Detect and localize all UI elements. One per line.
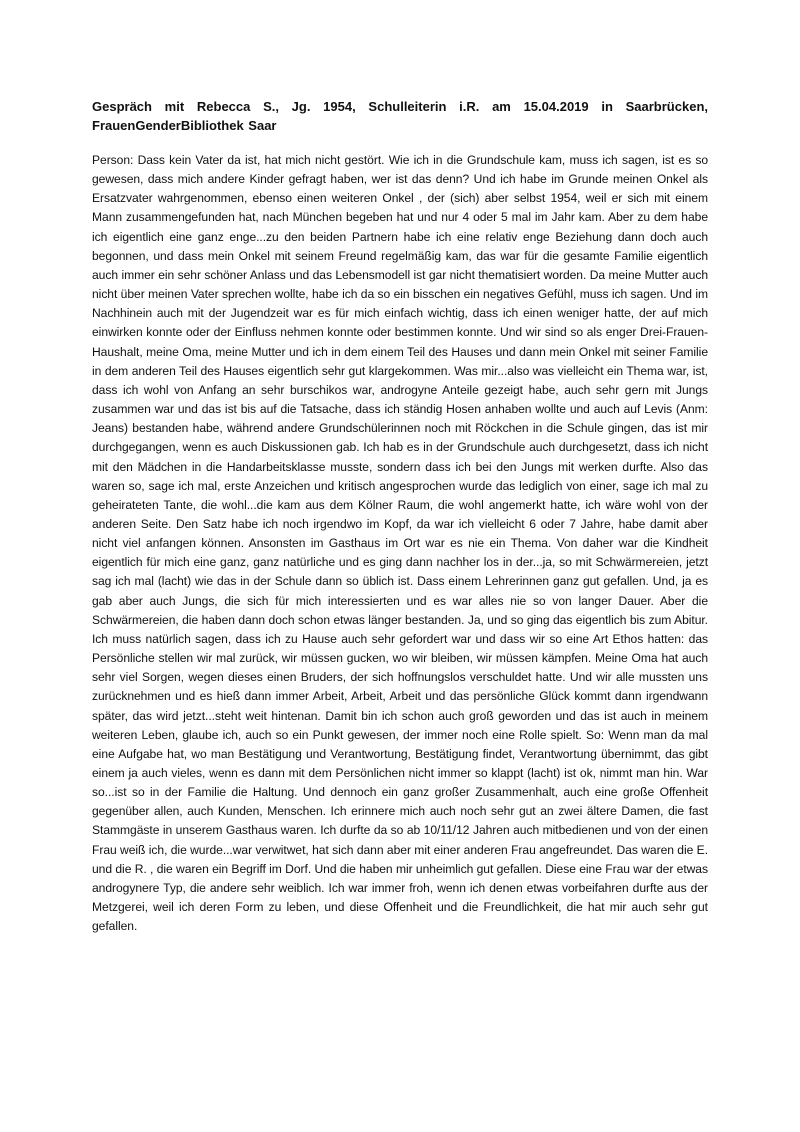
document-title-line-2: FrauenGenderBibliothek Saar bbox=[92, 118, 277, 133]
interview-paragraph: Person: Dass kein Vater da ist, hat mich nicht gestört. Wie ich in die Grundschule kam, muss ich sagen, ist es so gewesen, dass mich andere Kinder gefragt haben, wer ist das denn? Und ich habe im Grunde meinen Onkel als Ersatzvater wahrgenommen, ebenso einen weiteren Onkel , der (sich) aber selbst 1954, weil er sich mit einem Mann zusammengefunden hat, nach München begeben hat und nur 4 oder 5 mal im Jahr kam. Aber zu dem habe ich eigentlich eine ganz enge...zu den beiden Partnern habe ich eine relativ enge Beziehung dann doch auch begonnen, und dass mein Onkel mit seinem Freund regelmäßig kam, das war für die gesamte Familie eigentlich auch immer ein sehr schöner Anlass und das Lebensmodell ist gar nicht thematisiert worden. Da meine Mutter auch nicht über meinen Vater sprechen wollte, habe ich da so ein bisschen ein negatives Gefühl, muss ich sagen. Und im Nachhinein auch mit der Jugendzeit war es für mich einfach wichtig, dass ich einen weniger hatte, der auf mich einwirken konnte oder der Einfluss nehmen konnte oder bestimmen konnte. Und wir sind so als enger Drei-Frauen-Haushalt, meine Oma, meine Mutter und ich in dem einem Teil des Hauses und dann mein Onkel mit seiner Familie in dem anderen Teil des Hauses eigentlich sehr gut klargekommen. Was mir...also was vielleicht ein Thema war, ist, dass ich wohl von Anfang an sehr burschikos war, androgyne Anteile gezeigt habe, auch sehr gern mit Jungs zusammen war und das ist bis auf die Tatsache, dass ich ständig Hosen anhaben wollte und auch auf Levis (Anm: Jeans) bestanden habe, während andere Grundschülerinnen noch mit Röckchen in die Schule gingen, das ist mir durchgegangen, wenn es auch Diskussionen gab. Ich hab es in der Grundschule auch durchgesetzt, dass ich nicht mit den Mädchen in die Handarbeitsklasse musste, sondern dass ich bei den Jungs mit werken durfte. Also das waren so, sage ich mal, erste Anzeichen und kritisch angesprochen wurde das lediglich von einer, sage ich mal zu geheirateten Tante, die wohl...die kam aus dem Kölner Raum, die wohl angemerkt hatte, ich wäre wohl von der anderen Seite. Den Satz habe ich noch irgendwo im Kopf, da war ich vielleicht 6 oder 7 Jahre, habe damit aber nicht viel anfangen können. Ansonsten im Gasthaus im Ort war es nie ein Thema. Von daher war die Kindheit eigentlich für mich eine ganz, ganz natürliche und es ging dann nachher los in der...ja, so mit Schwärmereien, jetzt sag ich mal (lacht) wie das in der Schule dann so üblich ist. Dass einem Lehrerinnen ganz gut gefallen. Und, ja es gab aber auch Jungs, die sich für mich interessierten und es war alles nie so von langer Dauer. Aber die Schwärmereien, die haben dann doch schon etwas länger bestanden. Ja, und so ging das eigentlich bis zum Abitur. Ich muss natürlich sagen, dass ich zu Hause auch sehr gefordert war und dass wir so eine Art Ethos hatten: das Persönliche stellen wir mal zurück, wir müssen gucken, wo wir bleiben, wir müssen kämpfen. Meine Oma hat auch sehr viel Sorgen, wegen dieses einen Bruders, der sich hoffnungslos verschuldet hatte. Und wir alle mussten uns zurücknehmen und es hieß dann immer Arbeit, Arbeit, Arbeit und das persönliche Glück kommt dann irgendwann später, das wird jetzt...steht weit hintenan. Damit bin ich schon auch groß geworden und das ist auch in meinem weiteren Leben, glaube ich, auch so ein Punkt gewesen, der immer noch eine Rolle spielt. So: Wenn man da mal eine Aufgabe hat, wo man Bestätigung und Verantwortung, Bestätigung findet, Verantwortung übernimmt, das gibt einem ja auch vieles, wenn es dann mit dem Persönlichen nicht immer so klappt (lacht) ist ok, nimmt man hin. War so...ist so in der Familie die Haltung. Und dennoch ein ganz großer Zusammenhalt, auch eine große Offenheit gegenüber allen, auch Kunden, Menschen. Ich erinnere mich auch noch sehr gut an zwei ältere Damen, die fast Stammgäste in unserem Gasthaus waren. Ich durfte da so ab 10/11/12 Jahren auch mitbedienen und von der einen Frau weiß ich, die wurde...war verwitwet, hat sich dann aber mit einer anderen Frau angefreundet. Das waren die E. und die R. , die waren ein Begriff im Dorf. Und die haben mir unheimlich gut gefallen. Diese eine Frau war der etwas androgynere Typ, die andere sehr weiblich. Ich war immer froh, wenn ich denen etwas vorbeifahren durfte aus der Metzgerei, weil ich deren Form zu leben, und diese Offenheit und die Freundlichkeit, die hat mir auch sehr gut gefallen. bbox=[92, 153, 708, 934]
document-body bbox=[92, 97, 708, 936]
document-title bbox=[92, 97, 708, 135]
document-title-line-1: Gespräch mit Rebecca S., Jg. 1954, Schulleiterin i.R. am 15.04.2019 in Saarbrücken, bbox=[92, 99, 708, 114]
